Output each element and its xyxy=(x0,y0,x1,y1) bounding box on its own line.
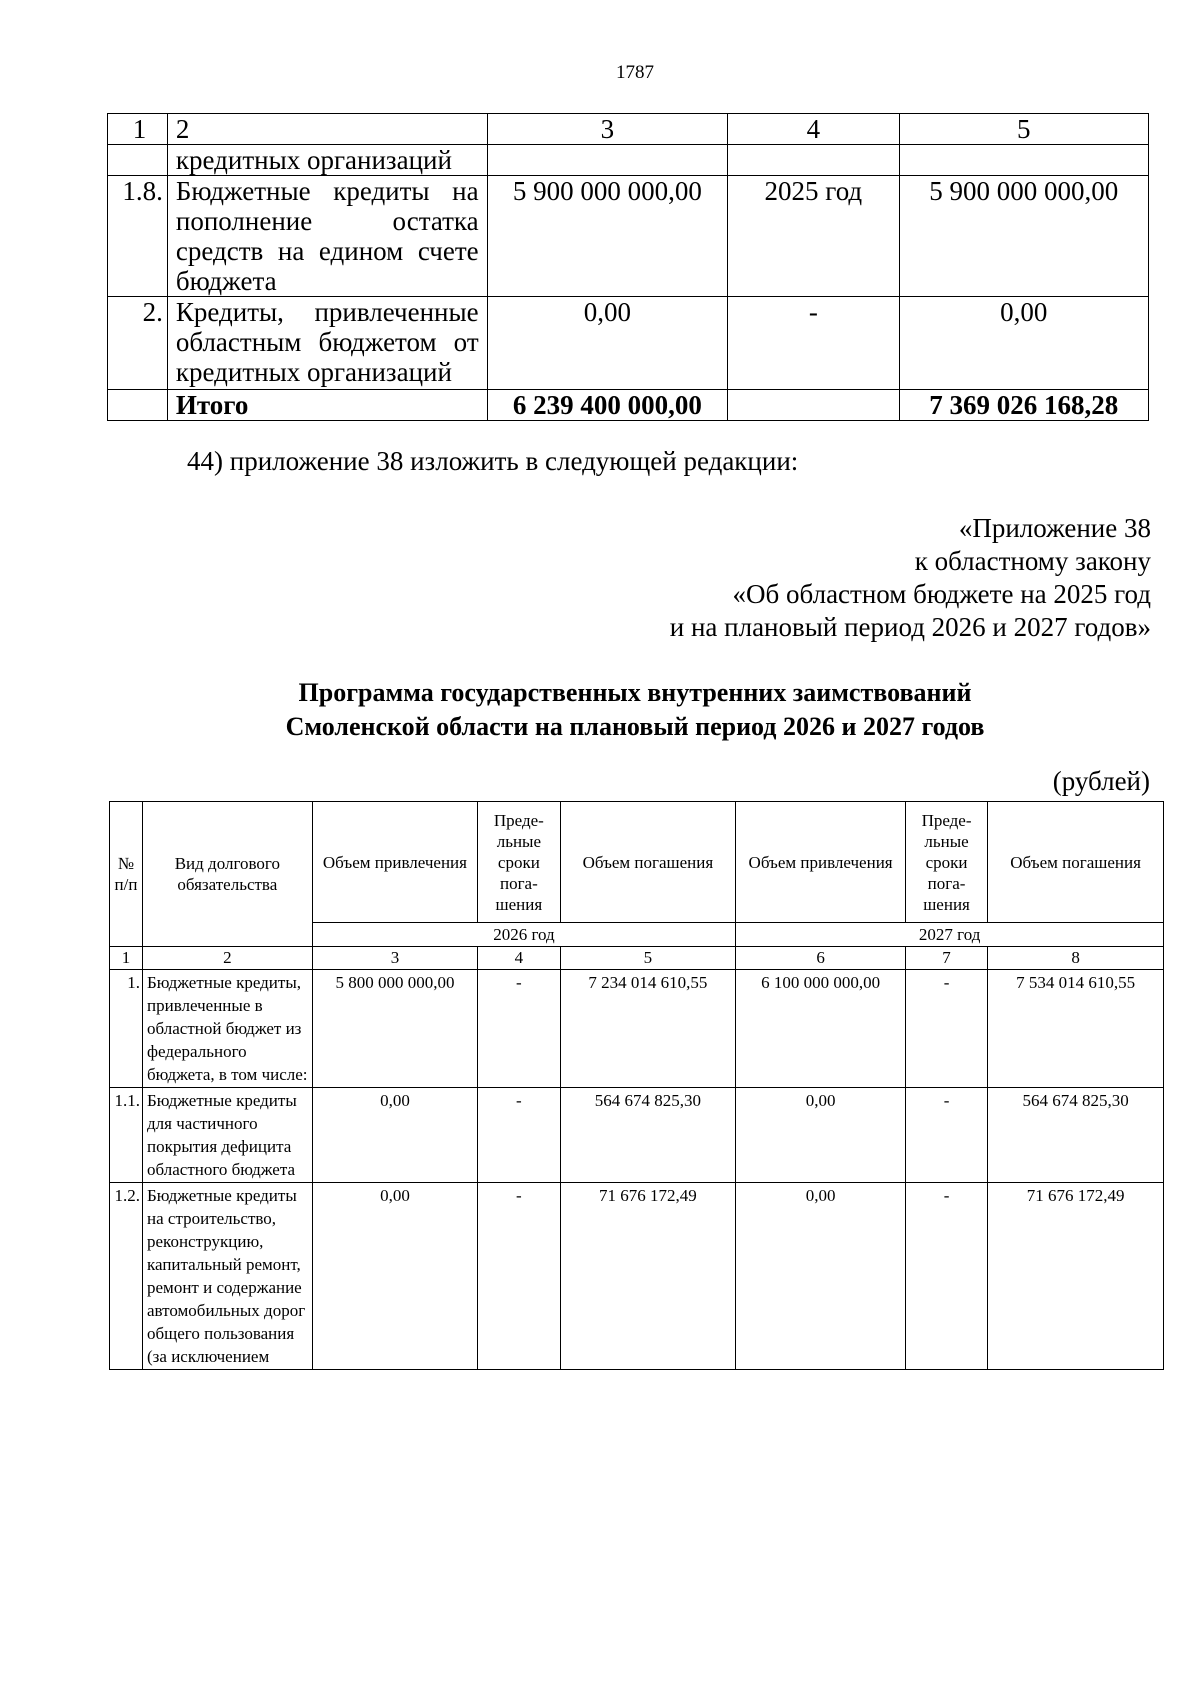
total-col3: 6 239 400 000,00 xyxy=(487,390,728,421)
raise-2027: 0,00 xyxy=(736,1183,906,1370)
raise-2026: 5 800 000 000,00 xyxy=(312,970,478,1088)
table-row xyxy=(108,297,1149,390)
term-2026: - xyxy=(478,1088,560,1183)
header-raise-2027: Объем привлечения xyxy=(736,802,906,923)
table-header-row xyxy=(110,802,1164,923)
appendix-line-2: к областному закону xyxy=(914,546,1151,576)
term-2026: - xyxy=(478,970,560,1088)
header-debt-type: Вид долгового обязательства xyxy=(143,802,313,947)
row-number: 1.1. xyxy=(110,1088,143,1183)
row-name: кредитных организаций xyxy=(167,145,487,176)
row-name: Бюджетные кредиты для частичного покрытия дефицита областного бюджета xyxy=(143,1088,313,1183)
row-number: 1.2. xyxy=(110,1183,143,1370)
col-number-6: 6 xyxy=(736,947,906,970)
row-col4: 2025 год xyxy=(728,176,899,297)
year-2027: 2027 год xyxy=(736,923,1164,947)
row-number: 1.8. xyxy=(108,176,168,297)
row-name: Бюджетные кредиты, привлеченные в областной бюджет из федерального бюджета, в том числе: xyxy=(143,970,313,1088)
table-row xyxy=(108,145,1149,176)
header-repay-2026: Объем погашения xyxy=(560,802,736,923)
row-number xyxy=(108,145,168,176)
title-line-2: Смоленской области на плановый период 2026 и 2027 годов xyxy=(285,712,985,741)
table-header-row xyxy=(108,114,1149,145)
row-col5 xyxy=(899,145,1148,176)
term-2027: - xyxy=(905,970,987,1088)
header-col-4: 4 xyxy=(728,114,899,145)
repay-2027: 71 676 172,49 xyxy=(988,1183,1164,1370)
term-2027: - xyxy=(905,1088,987,1183)
row-col3 xyxy=(487,145,728,176)
col-number-3: 3 xyxy=(312,947,478,970)
table-row xyxy=(110,970,1164,1088)
title-line-1: Программа государственных внутренних заимствований xyxy=(298,678,972,707)
row-number: 2. xyxy=(108,297,168,390)
raise-2026: 0,00 xyxy=(312,1183,478,1370)
row-name: Бюджетные кредиты на пополнение остатка средств на едином счете бюджета xyxy=(167,176,487,297)
table-row xyxy=(110,1183,1164,1370)
header-raise-2026: Объем привлечения xyxy=(312,802,478,923)
row-number: 1. xyxy=(110,970,143,1088)
header-repay-2027: Объем погашения xyxy=(988,802,1164,923)
col-number-2: 2 xyxy=(143,947,313,970)
appendix-line-1: «Приложение 38 xyxy=(958,513,1151,543)
row-col4: - xyxy=(728,297,899,390)
column-number-row xyxy=(110,947,1164,970)
raise-2027: 0,00 xyxy=(736,1088,906,1183)
header-col-2: 2 xyxy=(167,114,487,145)
instruction-text: 44) приложение 38 изложить в следующей редакции: xyxy=(187,446,799,476)
term-2027: - xyxy=(905,1183,987,1370)
row-col5: 0,00 xyxy=(899,297,1148,390)
col-number-7: 7 xyxy=(905,947,987,970)
col-number-1: 1 xyxy=(110,947,143,970)
units-label: (рублей) xyxy=(1052,766,1150,796)
col-number-4: 4 xyxy=(478,947,560,970)
total-row xyxy=(108,390,1149,421)
header-number: № п/п xyxy=(110,802,143,947)
document-title xyxy=(0,676,1200,744)
appendix-heading xyxy=(670,512,1151,644)
year-2026: 2026 год xyxy=(312,923,736,947)
appendix-line-4: и на плановый период 2026 и 2027 годов» xyxy=(669,612,1151,642)
total-col5: 7 369 026 168,28 xyxy=(899,390,1148,421)
row-name: Кредиты, привлеченные областным бюджетом от кредитных организаций xyxy=(167,297,487,390)
term-2026: - xyxy=(478,1183,560,1370)
row-col3: 5 900 000 000,00 xyxy=(487,176,728,297)
repay-2027: 564 674 825,30 xyxy=(988,1088,1164,1183)
header-term-2027: Преде-льные сроки пога-шения xyxy=(905,802,987,923)
repay-2026: 7 234 014 610,55 xyxy=(560,970,736,1088)
repay-2026: 564 674 825,30 xyxy=(560,1088,736,1183)
col-number-8: 8 xyxy=(988,947,1164,970)
borrowing-program-table xyxy=(109,801,1164,1370)
repay-2027: 7 534 014 610,55 xyxy=(988,970,1164,1088)
row-col5: 5 900 000 000,00 xyxy=(899,176,1148,297)
raise-2026: 0,00 xyxy=(312,1088,478,1183)
table-row xyxy=(110,1088,1164,1183)
col-number-5: 5 xyxy=(560,947,736,970)
header-col-3: 3 xyxy=(487,114,728,145)
row-col3: 0,00 xyxy=(487,297,728,390)
page-number: 1787 xyxy=(616,62,654,83)
appendix-line-3: «Об областном бюджете на 2025 год xyxy=(732,579,1151,609)
total-label: Итого xyxy=(167,390,487,421)
total-empty xyxy=(108,390,168,421)
row-col4 xyxy=(728,145,899,176)
header-col-1: 1 xyxy=(108,114,168,145)
repay-2026: 71 676 172,49 xyxy=(560,1183,736,1370)
raise-2027: 6 100 000 000,00 xyxy=(736,970,906,1088)
continuation-table xyxy=(107,113,1149,421)
header-col-5: 5 xyxy=(899,114,1148,145)
total-col4 xyxy=(728,390,899,421)
table-row xyxy=(108,176,1149,297)
header-term-2026: Преде-льные сроки пога-шения xyxy=(478,802,560,923)
row-name: Бюджетные кредиты на строительство, реконструкцию, капитальный ремонт, ремонт и содержание автомобильных дорог общего пользования (за исключением xyxy=(143,1183,313,1370)
